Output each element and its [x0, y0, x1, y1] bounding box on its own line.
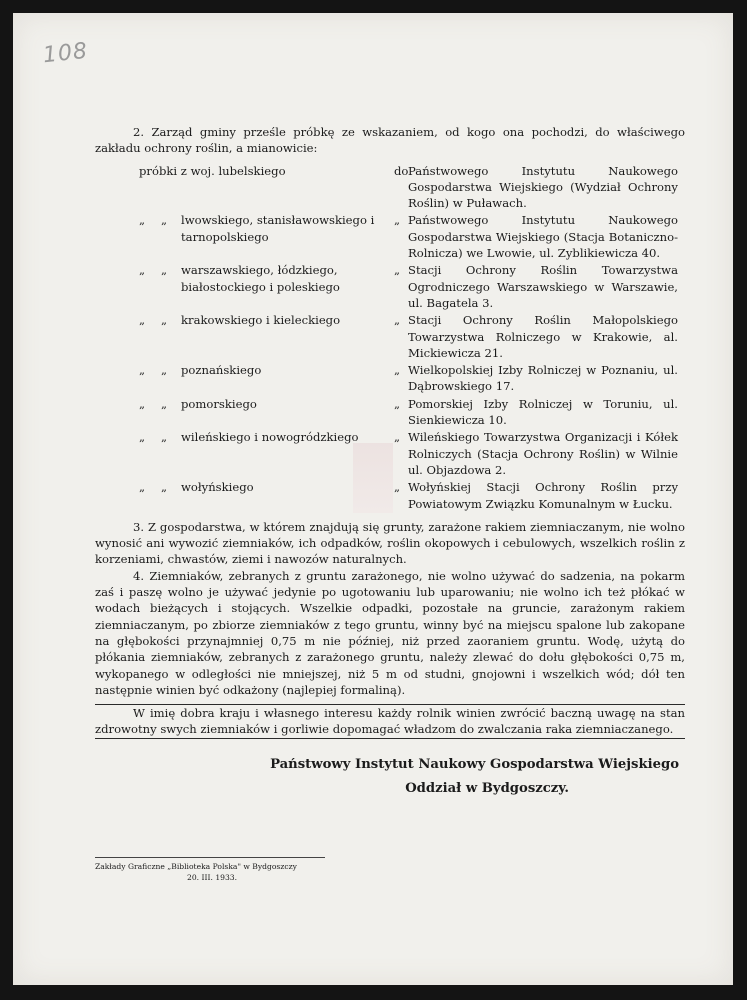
paragraph-4: 4. Ziemniaków, zebranych z gruntu zarażonego, nie wolno używać do sadzenia, na pokarm zaś i paszę wolno je używać jedynie po ugotowaniu lub uparowaniu; nie wolno ich też płókać w wodach bieżących i stojących. Wszelkie odpadki, pozostałe na gruncie, zarażonym rakiem ziemniaczanym, po zbiorze ziemniaków z tego gruntu, winny być na miejscu spalone lub zakopane na głębokości przynajmniej 0,75 m nie później, niż przed zaoraniem gruntu. Wodę, użytą do płókania ziemniaków, zebranych z zarażonego gruntu, należy zlewać do dołu głębokości 0,75 m, wykopanego w odległości nie mniejszej, niż 5 m od studni, gnojowni i wszelkich wód; dół ten następnie winien być odkażony (najlepiej formaliną). — [95, 568, 685, 697]
handwritten-page-number: 108 — [41, 38, 90, 69]
list-item: „ „ poznańskiego „ Wielkopolskiej Izby Rolniczej w Poznaniu, ul. Dąbrowskiego 17. — [139, 363, 678, 394]
appeal-text: W imię dobra kraju i własnego interesu każdy rolnik winien zwrócić baczną uwagę na stan zdrowotny swych ziemniaków i gorliwie dopomagać władzom do zwalczania raka ziemniaczanego. — [95, 706, 685, 737]
appeal-box — [95, 704, 685, 739]
printer-imprint: Zakłady Graficzne „Biblioteka Polska" w Bydgoszczy 20. III. 1933. — [95, 857, 325, 883]
signature-block — [95, 753, 685, 801]
list-item: „ „ pomorskiego „ Pomorskiej Izby Rolniczej w Toruniu, ul. Sienkiewicza 10. — [139, 396, 678, 428]
branch-name: Oddział w Bydgoszczy. — [405, 780, 569, 796]
document-body — [95, 124, 685, 801]
document-page — [13, 13, 733, 985]
institute-name: Państwowy Instytut Naukowy Gospodarstwa Wiejskiego — [270, 756, 679, 772]
list-item: „ „ lwowskiego, stanisławowskiego i tarnopolskiego „ Państwowego Instytutu Naukowego Gospodarstwa Wiejskiego (Stacja Botaniczno-Rolnicza) we Lwowie, ul. Zyblikiewicza 40. — [139, 213, 678, 261]
list-item: „ „ warszawskiego, łódzkiego, białostockiego i poleskiego „ Stacji Ochrony Roślin Towarzystwa Ogrodniczego Warszawskiego w Warszawie, ul. Bagatela 3. — [139, 263, 678, 310]
paragraph-2: 2. Zarząd gminy prześle próbkę ze wskazaniem, od kogo ona pochodzi, do właściwego zakładu ochrony roślin, a mianowicie: — [95, 125, 685, 156]
sample-destination-list — [95, 163, 685, 513]
paragraph-3: 3. Z gospodarstwa, w którem znajdują się grunty, zarażone rakiem ziemniaczanym, nie wolno wynosić ani wywozić ziemniaków, ich odpadków, roślin okopowych i cebulowych, wszelkich roślin z korzeniami, chwastów, ziemi i nawozów naturalnych. — [95, 519, 685, 567]
list-item: „ „ wileńskiego i nowogródzkiego „ Wileńskiego Towarzystwa Organizacji i Kółek Rolniczych (Stacja Ochrony Roślin) w Wilnie ul. Objazdowa 2. — [139, 430, 678, 477]
list-item: „ „ krakowskiego i kieleckiego „ Stacji Ochrony Roślin Małopolskiego Towarzystwa Rolniczego w Krakowie, al. Mickiewicza 21. — [139, 313, 678, 360]
list-item: „ „ wołyńskiego „ Wołyńskiej Stacji Ochrony Roślin przy Powiatowym Związku Komunalnym w Łucku. — [139, 480, 678, 511]
list-item: próbki z woj. lubelskiego do Państwowego Instytutu Naukowego Gospodarstwa Wiejskiego (Wydział Ochrony Roślin) w Puławach. — [139, 163, 678, 211]
